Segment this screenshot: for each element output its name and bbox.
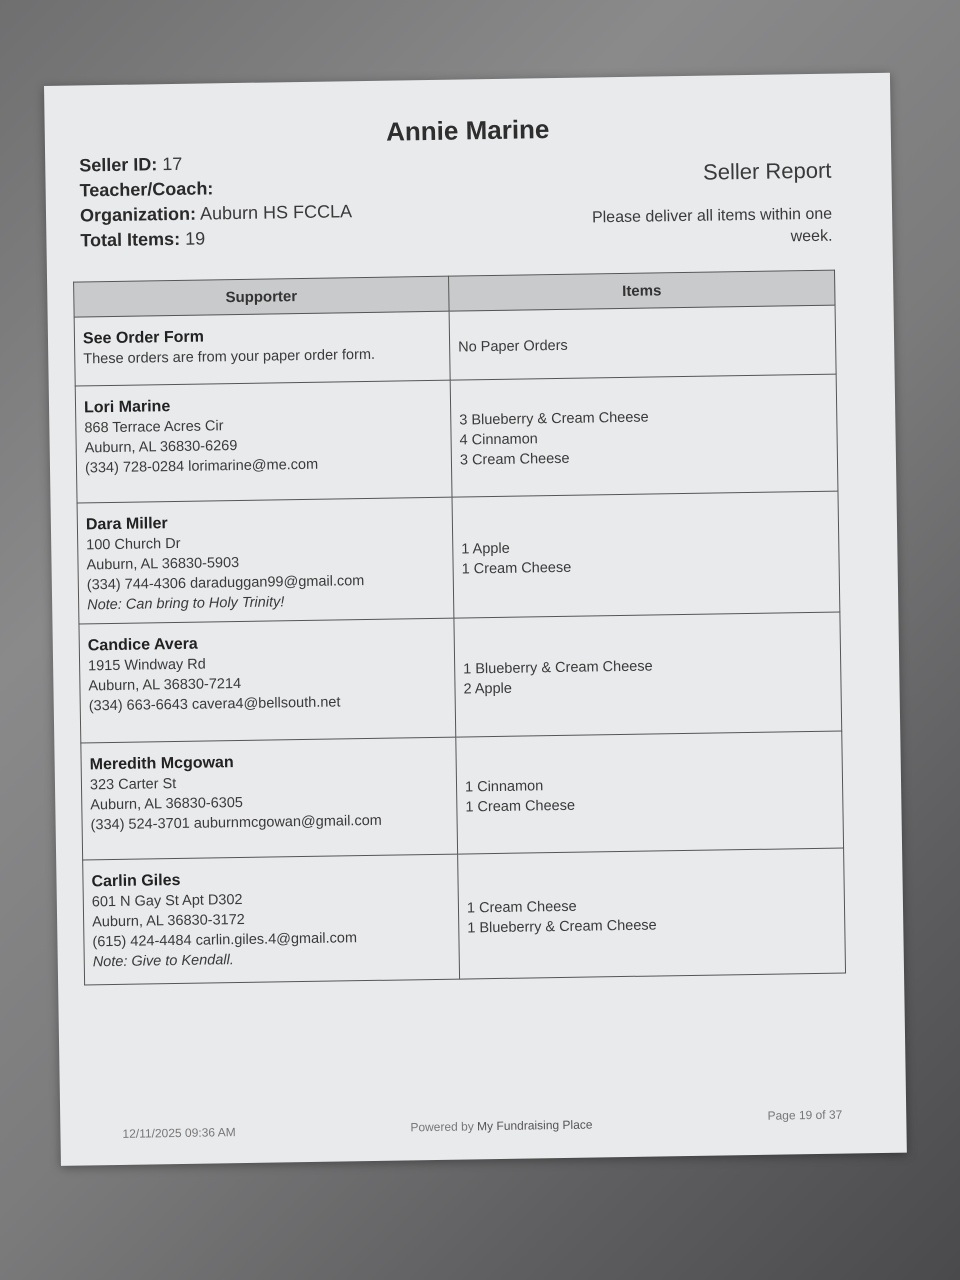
powered-by <box>410 1118 592 1135</box>
order-item: 1 Cream Cheese <box>465 797 576 816</box>
supporter-detail-line: (334) 524-3701 auburnmcgowan@gmail.com <box>90 812 382 834</box>
supporter-detail-line: 1915 Windway Rd <box>87 656 206 675</box>
order-item: 2 Apple <box>463 680 513 698</box>
supporter-column-header: Supporter <box>74 276 450 317</box>
order-item: 1 Apple <box>461 540 510 558</box>
supporter-detail-line: Auburn, AL 36830-5903 <box>86 554 240 574</box>
table-row <box>79 612 842 743</box>
supporter-name: Carlin Giles <box>91 871 181 891</box>
teacher-label: Teacher/Coach: <box>79 178 214 201</box>
items-cell <box>458 848 846 979</box>
supporter-detail-line: Auburn, AL 36830-6269 <box>84 438 238 457</box>
items-column-header: Items <box>449 270 836 311</box>
table-row <box>75 374 838 503</box>
supporter-name: Dara Miller <box>85 515 168 534</box>
powered-brand: My Fundraising Place <box>477 1117 593 1134</box>
items-cell <box>454 612 842 737</box>
total-items-label: Total Items: <box>80 228 181 251</box>
order-item: 1 Cream Cheese <box>466 898 577 917</box>
order-item: 4 Cinnamon <box>459 431 538 449</box>
table-row <box>81 731 844 860</box>
supporter-cell <box>79 618 456 743</box>
supporter-detail-line: 100 Church Dr <box>86 535 181 554</box>
seller-meta <box>79 149 353 253</box>
seller-name-title: Annie Marine <box>385 114 550 147</box>
items-cell <box>450 374 838 497</box>
supporter-detail-line: 323 Carter St <box>89 776 177 794</box>
supporter-detail-line: These orders are from your paper order form. <box>83 346 376 368</box>
order-item: 1 Cream Cheese <box>461 559 572 578</box>
supporter-detail-line: Auburn, AL 36830-7214 <box>88 675 242 695</box>
supporter-detail-line: 868 Terrace Acres Cir <box>84 418 224 437</box>
supporter-cell <box>81 737 458 860</box>
order-item: 3 Blueberry & Cream Cheese <box>459 409 649 429</box>
supporter-cell <box>83 854 460 985</box>
items-cell <box>449 305 836 380</box>
supporter-detail-line: (334) 663-6643 cavera4@bellsouth.net <box>88 694 341 715</box>
supporter-detail-line: (334) 728-0284 lorimarine@me.com <box>84 456 319 477</box>
supporter-cell <box>74 311 450 386</box>
order-item: No Paper Orders <box>458 337 568 356</box>
supporter-note: Note: Give to Kendall. <box>92 952 234 971</box>
report-title: Seller Report <box>702 157 832 185</box>
supporter-detail-line: (334) 744-4306 daraduggan99@gmail.com <box>86 573 365 594</box>
table-row <box>77 491 840 624</box>
supporter-detail-line: Auburn, AL 36830-3172 <box>92 911 245 931</box>
table-row <box>83 848 846 985</box>
order-item: 1 Blueberry & Cream Cheese <box>463 658 653 678</box>
supporter-cell <box>77 497 454 624</box>
order-item: 1 Cinnamon <box>464 778 544 796</box>
seller-id-label: Seller ID: <box>79 154 158 176</box>
print-date: 12/11/2025 09:36 AM <box>122 1125 236 1141</box>
organization-label: Organization: <box>79 203 197 226</box>
page-number: Page 19 of 37 <box>767 1107 843 1123</box>
delivery-note: Please deliver all items within one week. <box>591 205 833 246</box>
supporter-cell <box>75 380 452 503</box>
supporter-name: Lori Marine <box>83 398 171 417</box>
order-item: 1 Blueberry & Cream Cheese <box>467 917 657 937</box>
supporter-detail-line: (615) 424-4484 carlin.giles.4@gmail.com <box>92 930 358 951</box>
order-item: 3 Cream Cheese <box>459 450 570 469</box>
supporter-name: Candice Avera <box>87 635 198 655</box>
powered-prefix: Powered by <box>410 1119 474 1135</box>
seller-report-page <box>44 73 907 1166</box>
total-items-value: 19 <box>184 228 206 249</box>
seller-id-value: 17 <box>162 153 183 175</box>
supporter-note: Note: Can bring to Holy Trinity! <box>87 594 285 614</box>
supporter-detail-line: Auburn, AL 36830-6305 <box>90 794 244 814</box>
supporter-detail-line: 601 N Gay St Apt D302 <box>91 891 243 911</box>
supporter-name: Meredith Mcgowan <box>89 754 234 774</box>
table-row <box>74 305 836 386</box>
items-cell <box>452 491 840 618</box>
items-cell <box>456 731 844 854</box>
organization-value: Auburn HS FCCLA <box>199 201 353 224</box>
supporter-name: See Order Form <box>82 328 205 348</box>
orders-table <box>73 270 846 986</box>
